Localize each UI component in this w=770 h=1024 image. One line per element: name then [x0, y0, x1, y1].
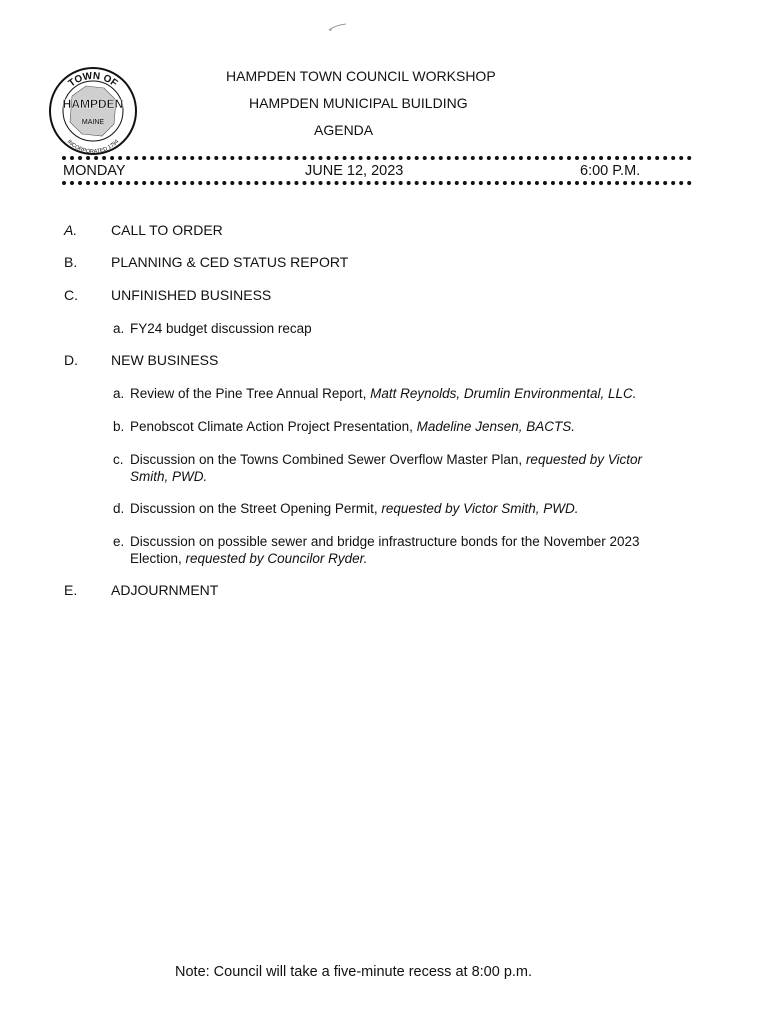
seal-state: MAINE	[81, 119, 105, 126]
section-title: ADJOURNMENT	[111, 582, 219, 598]
item-presenter: Matt Reynolds, Drumlin Environmental, LLC.	[370, 386, 637, 401]
agenda-item	[113, 533, 661, 567]
town-seal-logo	[46, 66, 140, 156]
section-letter: D.	[64, 352, 78, 368]
seal-top-text: TOWN OF	[66, 70, 120, 90]
seal-bottom-text: INCORPORATED 1794	[65, 138, 121, 156]
header-location: HAMPDEN MUNICIPAL BUILDING	[249, 95, 468, 111]
item-text: Discussion on the Towns Combined Sewer Overflow Master Plan,	[130, 452, 526, 467]
item-letter: a.	[113, 321, 125, 336]
item-presenter: requested by Victor Smith, PWD.	[381, 501, 579, 516]
footer-note: Note: Council will take a five-minute recess at 8:00 p.m.	[175, 964, 533, 980]
section-title: UNFINISHED BUSINESS	[111, 287, 272, 303]
meeting-time: 6:00 P.M.	[580, 163, 641, 179]
item-presenter: requested by Victor Smith, PWD.	[130, 452, 643, 484]
section-title: PLANNING & CED STATUS REPORT	[111, 254, 349, 270]
header-agenda: AGENDA	[314, 122, 374, 138]
section-letter: C.	[64, 287, 78, 303]
dotted-divider-bottom	[62, 181, 692, 185]
agenda-item	[113, 320, 673, 337]
section-title: CALL TO ORDER	[111, 222, 223, 238]
meeting-date: JUNE 12, 2023	[305, 163, 404, 179]
item-letter: d.	[113, 501, 125, 516]
section-letter: A.	[64, 222, 78, 238]
item-text: Discussion on the Street Opening Permit,	[130, 501, 382, 516]
item-text: Discussion on possible sewer and bridge infrastructure bonds for the November 2023 Election,	[130, 534, 640, 566]
item-letter: a.	[113, 386, 125, 401]
agenda-item	[113, 451, 661, 485]
item-text: Penobscot Climate Action Project Presentation,	[130, 419, 417, 434]
item-presenter: Madeline Jensen, BACTS.	[416, 419, 575, 434]
agenda-item	[113, 500, 673, 517]
item-letter: b.	[113, 419, 125, 434]
item-text: FY24 budget discussion recap	[130, 321, 312, 336]
agenda-item	[113, 418, 673, 435]
meeting-day: MONDAY	[63, 163, 126, 179]
agenda-item	[113, 385, 673, 402]
item-text: Review of the Pine Tree Annual Report,	[130, 386, 371, 401]
section-letter: E.	[64, 582, 78, 598]
pen-mark	[328, 22, 348, 34]
item-letter: e.	[113, 534, 125, 549]
dotted-divider-top	[62, 156, 692, 160]
seal-name: HAMPDEN	[62, 97, 124, 111]
section-title: NEW BUSINESS	[111, 352, 219, 368]
item-letter: c.	[113, 452, 124, 467]
item-presenter: requested by Councilor Ryder.	[185, 551, 368, 566]
section-letter: B.	[64, 254, 78, 270]
header-title: HAMPDEN TOWN COUNCIL WORKSHOP	[226, 68, 496, 84]
